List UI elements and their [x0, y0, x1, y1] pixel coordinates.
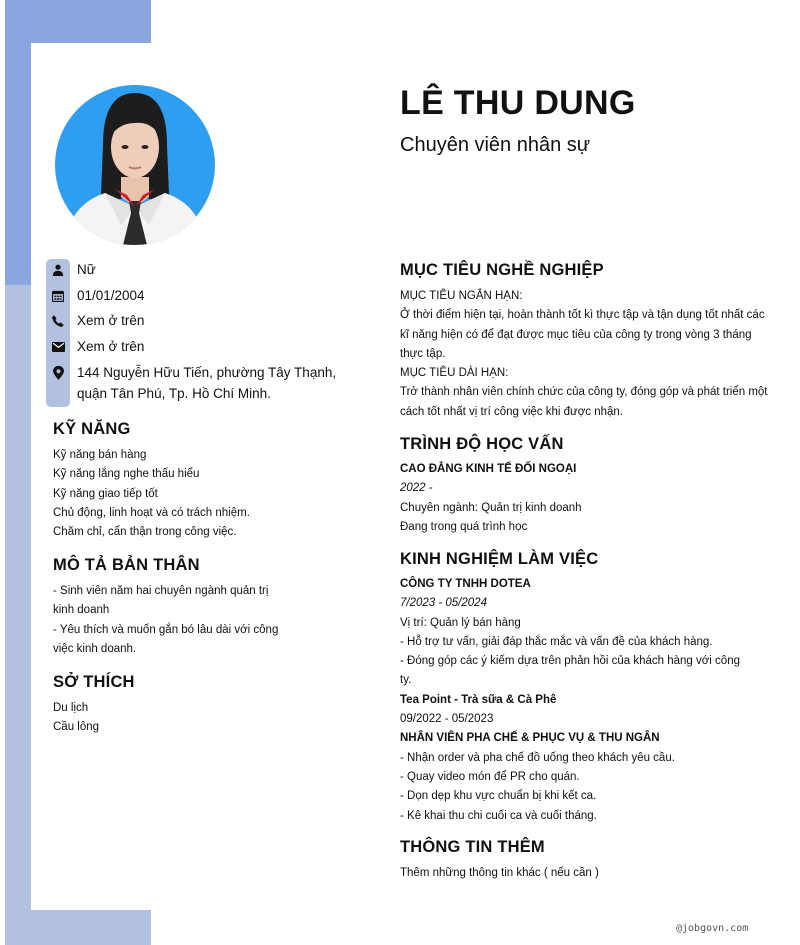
- contact-email: [50, 336, 357, 357]
- objective-heading: MỤC TIÊU NGHỀ NGHIỆP: [400, 261, 604, 279]
- objective-line: cách tốt nhất vị trí công việc khi được nhận.: [400, 405, 623, 418]
- experience-list: [400, 575, 780, 826]
- job-duty: ty.: [400, 674, 412, 687]
- watermark: @jobgovn.com: [676, 923, 749, 934]
- location-pin-icon: [50, 362, 66, 383]
- job-duty: - Nhận order và pha chế đồ uống theo khách yêu cầu.: [400, 751, 675, 764]
- contact-birthday: [50, 285, 357, 306]
- job-duty: - Dọn dẹp khu vực chuẩn bị khi kết ca.: [400, 790, 597, 803]
- candidate-name: LÊ THU DUNG: [400, 84, 636, 122]
- job-role: NHÂN VIÊN PHA CHẾ & PHỤC VỤ & THU NGÂN: [400, 732, 660, 745]
- contact-text: Nữ: [77, 262, 96, 277]
- about-line: - Sinh viên năm hai chuyên ngành quản trị: [53, 585, 269, 597]
- job-company: CÔNG TY TNHH DOTEA: [400, 578, 531, 590]
- profile-photo: [55, 85, 215, 245]
- hobbies-list: [53, 699, 353, 738]
- hobby-item: Cầu lông: [53, 721, 100, 734]
- about-line: kinh doanh: [53, 604, 110, 617]
- job-period: 7/2023 - 05/2024: [400, 597, 487, 610]
- objective-text: [400, 287, 780, 422]
- about-heading: MÔ TẢ BẢN THÂN: [53, 556, 200, 574]
- about-text: [53, 582, 353, 659]
- about-line: việc kinh doanh.: [53, 642, 137, 655]
- objective-line: thực tập.: [400, 347, 446, 360]
- education-entry: [400, 460, 780, 537]
- contact-gender: [50, 259, 357, 280]
- job-duty: - Hỗ trợ tư vấn, giải đáp thắc mắc và vấn đề của khách hàng.: [400, 635, 713, 648]
- skill-item: Chủ động, linh hoạt và có trách nhiệm.: [53, 506, 250, 519]
- mail-icon: [50, 336, 66, 357]
- extra-info-heading: THÔNG TIN THÊM: [400, 838, 545, 856]
- contact-text: Xem ở trên: [77, 339, 145, 354]
- hobby-item: Du lịch: [53, 702, 89, 714]
- hobbies-heading: SỞ THÍCH: [53, 673, 135, 691]
- contact-text: Xem ở trên: [77, 313, 145, 328]
- skill-item: Kỹ năng lắng nghe thấu hiểu: [53, 468, 200, 481]
- education-status: Đang trong quá trình học: [400, 520, 528, 533]
- skills-heading: KỸ NĂNG: [53, 420, 131, 438]
- calendar-icon: [50, 285, 66, 306]
- job-period: 09/2022 - 05/2023: [400, 713, 494, 726]
- job-company: Tea Point - Trà sữa & Cà Phê: [400, 693, 557, 706]
- objective-line: Trở thành nhân viên chính chức của công ty, đóng góp và phát triển một: [400, 386, 768, 399]
- skill-item: Kỹ năng giao tiếp tốt: [53, 487, 158, 500]
- person-icon: [50, 259, 66, 280]
- education-major: Chuyên ngành: Quản trị kinh doanh: [400, 501, 582, 514]
- job-role: Vị trí: Quản lý bán hàng: [400, 616, 521, 629]
- objective-line: kĩ năng hiện có để đạt được mục tiêu của công ty trong vòng 3 tháng: [400, 328, 752, 341]
- contact-text: 144 Nguyễn Hữu Tiến, phường Tây Thạnh, quận Tân Phú, Tp. Hồ Chí Minh.: [77, 365, 337, 401]
- contact-text: 01/01/2004: [77, 288, 145, 303]
- contact-phone: [50, 310, 357, 331]
- contact-address: [50, 362, 357, 404]
- skill-item: Chăm chỉ, cẩn thận trong công việc.: [53, 526, 237, 539]
- objective-line: Ở thời điểm hiện tại, hoàn thành tốt kì thực tập và tận dụng tốt nhất các: [400, 309, 765, 322]
- objective-line: MỤC TIÊU NGẮN HẠN:: [400, 290, 523, 302]
- about-line: - Yêu thích và muốn gắn bó lâu dài với công: [53, 623, 279, 636]
- skills-list: [53, 446, 353, 542]
- candidate-position: Chuyên viên nhân sự: [400, 134, 591, 156]
- education-period: 2022 -: [400, 482, 433, 495]
- job-duty: - Quay video món để PR cho quán.: [400, 770, 580, 783]
- education-school: CAO ĐẲNG KINH TẾ ĐỐI NGOẠI: [400, 463, 577, 475]
- skill-item: Kỹ năng bán hàng: [53, 449, 147, 461]
- education-heading: TRÌNH ĐỘ HỌC VẤN: [400, 435, 564, 453]
- extra-info-line: Thêm những thông tin khác ( nếu cần ): [400, 867, 599, 879]
- job-duty: - Kê khai thu chi cuối ca và cuối tháng.: [400, 809, 597, 822]
- experience-heading: KINH NGHIỆM LÀM VIỆC: [400, 550, 599, 568]
- phone-icon: [50, 310, 66, 331]
- extra-info-text: [400, 864, 780, 883]
- job-duty: - Đóng góp các ý kiếm dựa trên phản hồi của khách hàng với công: [400, 655, 740, 668]
- objective-line: MỤC TIÊU DÀI HẠN:: [400, 367, 509, 380]
